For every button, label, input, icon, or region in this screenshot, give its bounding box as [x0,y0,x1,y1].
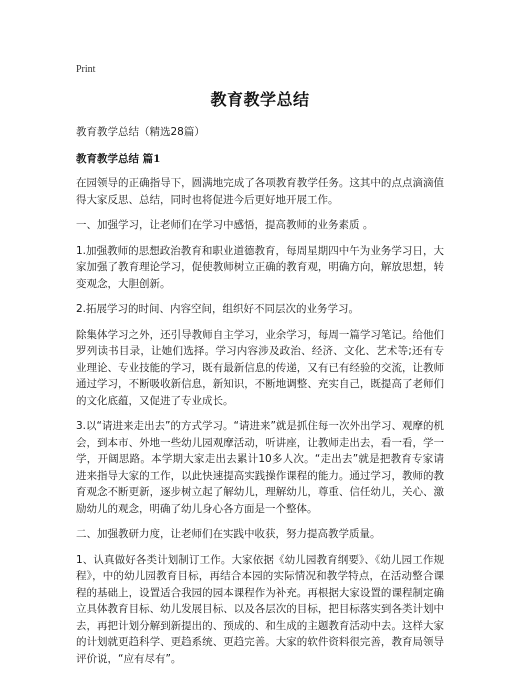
document-body [76,175,444,667]
paragraph: 3.以“请进来走出去”的方式学习。“请进来”就是抓住每一次外出学习、观摩的机会，到本市、外地一些幼儿园观摩活动，听讲座，让教师走出去，看一看，学一学，开阔思路。本学期大家走出去累计10多人次。“走出去”就是把教育专家请进来指导大家的工作，以此快速提高实践操作课程的能力。通过学习，教师的教育观念不断更新，逐步树立起了解幼儿，理解幼儿，尊重、信任幼儿，关心、激励幼儿的观念，明确了幼儿身心各方面是一个整体。 [76,420,444,515]
print-label: Print [76,64,96,75]
document-subtitle: 教育教学总结（精选28篇） [76,126,205,138]
page-title: 教育教学总结 [210,90,310,109]
section-heading: 教育教学总结 篇1 [76,153,161,165]
paragraph: 除集体学习之外，还引导教师自主学习，业余学习，每周一篇学习笔记。给他们罗列读书目录，让她们选择。学习内容涉及政治、经济、文化、艺术等;还有专业理论、专业技能的学习，既有最新信息的传递，又有已有经验的交流，让教师通过学习，不断吸收新信息，新知识，不断地调整、充实自己，既提高了老师们的文化底蕴，又促进了专业成长。 [76,328,444,407]
paragraph: 二、加强教研力度，让老师们在实践中收获，努力提高教学质量。 [76,528,381,540]
paragraph: 2.拓展学习的时间、内容空间，组织好不同层次的业务学习。 [76,303,360,315]
paragraph: 1、认真做好各类计划制订工作。大家依据《幼儿园教育纲要》、《幼儿园工作规程》，中的幼儿园教育目标，再结合本园的实际情况和教学特点，在活动整合课程的基础上，设置适合我园的园本课程作为补充。再根据大家设置的课程制定确立具体教育目标、幼儿发展目标、以及各层次的目标，把目标落实到各类计划中去，再把计划分解到新提出的、预成的、和生成的主题教育活动中去。这样大家的计划就更趋科学、更趋系统、更趋完善。大家的软件资料很完善，教育局领导评价说，“应有尽有”。 [76,553,444,665]
paragraph: 1.加强教师的思想政治教育和职业道德教育，每周星期四中午为业务学习日，大家加强了教育理论学习，促使教师树立正确的教育观，明确方向，解放思想，转变观念，大胆创新。 [76,244,444,290]
paragraph: 一、加强学习，让老师们在学习中感悟，提高教师的业务素质 。 [76,219,374,231]
paragraph: 在园领导的正确指导下，圆满地完成了各项教育教学任务。这其中的点点滴滴值得大家反思、总结，同时也将促进今后更好地开展工作。 [76,177,444,206]
